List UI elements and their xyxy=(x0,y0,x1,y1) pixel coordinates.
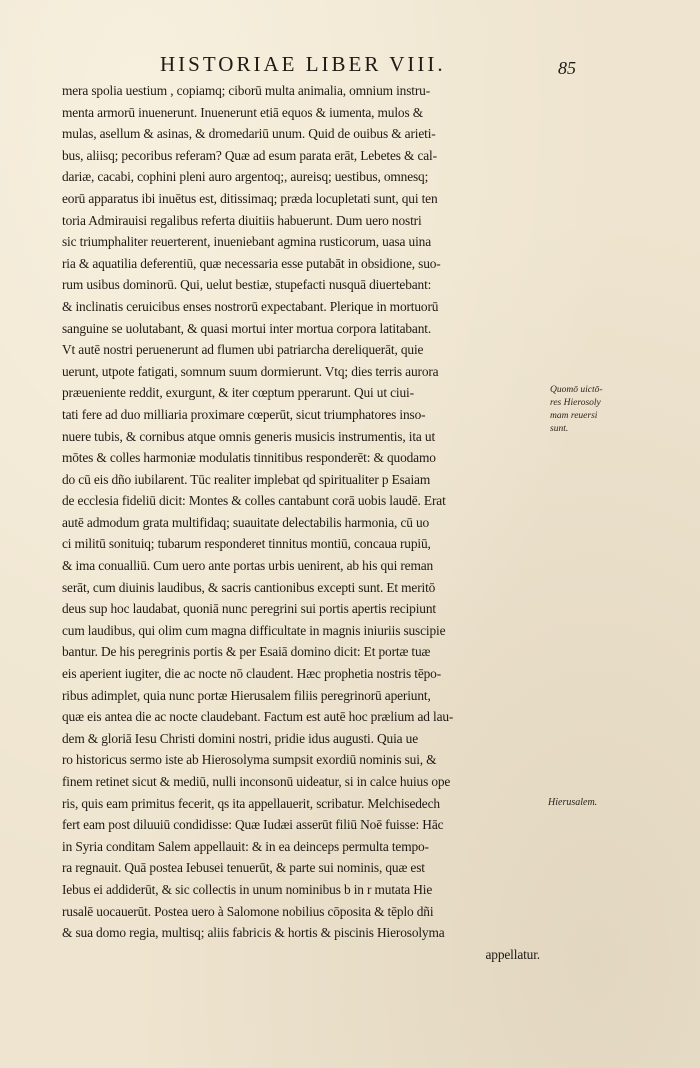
text-line: appellatur. xyxy=(485,946,540,962)
marginal-note-line: Hierusalem. xyxy=(548,797,598,808)
text-line: rusalē uocauerūt. Postea uero à Salomone nobilius cōposita & tēplo dñi xyxy=(62,903,434,919)
text-line: in Syria conditam Salem appellauit: & in ea deinceps permulta tempo- xyxy=(62,838,429,854)
marginal-note-return xyxy=(550,384,630,436)
text-line: mōtes & colles harmoniæ modulatis tinnitibus responderēt: & quodamo xyxy=(62,450,436,466)
text-line: bus, aliisq; pecoribus referam? Quæ ad esum parata erāt, Lebetes & cal- xyxy=(62,147,437,163)
text-line: ria & aquatilia deferentiū, quæ necessaria esse putabāt in obsidione, suo- xyxy=(62,255,441,271)
marginal-note-line: mam reuersi xyxy=(550,411,598,421)
text-line: quæ eis antea die ac nocte claudebant. Factum est autē hoc prælium ad lau- xyxy=(62,709,454,725)
text-line: ci militū sonituiq; tubarum responderet tinnitus montiū, concaua rupiū, xyxy=(62,536,431,552)
text-line: finem retinet sicut & mediū, nulli inconsonū uideatur, si in calce huius ope xyxy=(62,774,451,789)
text-line: sanguine se uolutabant, & quasi mortui inter mortua corpora latitabant. xyxy=(62,320,432,336)
text-line: ris, quis eam primitus fecerit, qs ita appellauerit, scribatur. Melchisedech xyxy=(62,795,440,811)
text-line: dem & gloriā Iesu Christi domini nostri, pridie idus augusti. Quia ue xyxy=(62,730,418,746)
text-line: eis aperient iugiter, die ac nocte nō claudent. Hæc prophetia nostris tēpo- xyxy=(62,666,442,682)
text-line: de ecclesia fideliū dicit: Montes & colles cantabunt corā uobis laudē. Erat xyxy=(62,493,446,509)
text-line: cum laudibus, qui olim cum magna difficultate in magnis iniuriis suscipie xyxy=(62,622,446,638)
text-line: rum usibus dominorū. Qui, uelut bestiæ, stupefacti nusquā diuertebant: xyxy=(62,277,432,293)
text-line: ra regnauit. Quā postea Iebusei tenuerūt, & parte sui nominis, quæ est xyxy=(62,860,425,876)
text-line: ro historicus sermo iste ab Hierosolyma sumpsit exordiū nominis sui, & xyxy=(62,752,437,768)
text-line: bantur. De his peregrinis portis & per Esaiā domino dicit: Et portæ tuæ xyxy=(62,644,431,660)
text-line: & sua domo regia, multisq; aliis fabricis & hortis & piscinis Hierosolyma xyxy=(62,925,445,941)
marginal-note-line: res Hierosoly xyxy=(550,398,601,408)
text-line: sic triumphaliter reuerterent, inueniebant agmina rusticorum, uasa uina xyxy=(62,234,431,250)
text-line: serāt, cum diuinis laudibus, & sacris cantionibus excepti sunt. Et meritō xyxy=(62,579,436,595)
text-line: Iebus ei addiderūt, & sic collectis in unum nominibus b in r mutata Hie xyxy=(62,881,433,897)
text-line: fert eam post diluuiū condidisse: Quæ Iudæi asserūt filiū Noē fuisse: Hāc xyxy=(62,817,444,833)
text-line: deus sup hoc laudabat, quoniā nunc peregrini sui portis apertis recipiunt xyxy=(62,601,436,617)
marginal-note-hierusalem xyxy=(548,796,628,809)
text-line: Vt autē nostri peruenerunt ad flumen ubi patriarcha dereliquerāt, quie xyxy=(62,342,424,358)
body-text xyxy=(62,80,544,965)
text-line: eorū apparatus ibi inuētus est, ditissimaq; præda locupletati sunt, qui ten xyxy=(62,190,438,206)
marginal-note-line: Quomō uictō- xyxy=(550,385,603,395)
text-line: dariæ, cacabi, cophini pleni auro argentoq;, aureisq; uestibus, omnesq; xyxy=(62,169,429,185)
text-line: tati fere ad duo milliaria proximare cœperūt, sicut triumphatores inso- xyxy=(62,406,426,422)
marginal-note-line: sunt. xyxy=(550,424,569,434)
page-number: 85 xyxy=(558,58,576,78)
text-line: & ima conualliū. Cum uero ante portas urbis uenirent, ab his qui reman xyxy=(62,558,434,574)
text-line: mera spolia uestium , copiamq; ciborū multa animalia, omnium instru- xyxy=(62,83,431,98)
text-line: uerunt, utpote fatigati, somnum suum dormierunt. Vtq; dies terris aurora xyxy=(62,363,439,379)
text-line: mulas, asellum & asinas, & dromedariū unum. Quid de ouibus & arieti- xyxy=(62,126,436,142)
running-head: HISTORIAE LIBER VIII. xyxy=(160,52,446,76)
text-line: & inclinatis ceruicibus enses nostrorū expectabant. Plerique in mortuorū xyxy=(62,298,439,314)
text-line: do cū eis dño iubilarent. Tūc realiter implebat qd spiritualiter p Esaiam xyxy=(62,471,431,487)
text-line: nuere tubis, & cornibus atque omnis generis musicis instrumentis, ita ut xyxy=(62,428,436,444)
text-line: autē admodum grata multifidaq; suauitate delectabilis harmonia, cū uo xyxy=(62,514,430,530)
text-line: toria Admirauisi regalibus referta diuitiis habuerunt. Dum uero nostri xyxy=(62,212,422,228)
text-line: menta armorū inuenerunt. Inuenerunt etiā equos & iumenta, mulos & xyxy=(62,104,423,120)
text-line: ribus adimplet, quia nunc portæ Hierusalem filiis peregrinorū aperiunt, xyxy=(62,687,431,703)
text-line: præueniente reddit, exurgunt, & iter cœptum pperarunt. Qui ut ciui- xyxy=(62,385,414,401)
